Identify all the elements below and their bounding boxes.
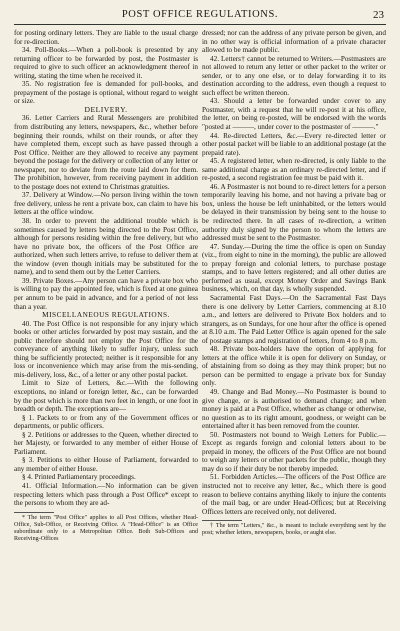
header-rule (14, 24, 386, 25)
paragraph: 50. Postmasters not bound to Weigh Letters for Public.—Except as regards foreign and colonial letters about to be prepaid in money, the officers of the Post Office are not bound to weigh any letters or other packets for the public, though they may do so if their duty be not thereby impeded. (202, 430, 386, 473)
section-heading-delivery: DELIVERY. (84, 104, 128, 114)
paragraph: 45. A registered letter, when re-directed, is only liable to the same additional charge as an ordinary re-directed letter, and if re-posted, a second registration fee must be paid with it. (202, 157, 386, 183)
paragraph: § 1. Packets to or from any of the Government offices or departments, or public officers. (14, 413, 198, 431)
paragraph: 44. Re-directed Letters, &c.—Every re-directed letter or other postal packet will be liable to an additional postage (at the prepaid rate). (202, 131, 386, 157)
footnote-rule (14, 512, 54, 513)
paragraph: 46. A Postmaster is not bound to re-direct letters for a person temporarily leaving his home, and not having a private bag or box, unless the house be left uninhabited, or the letters would be delayed in their transmission by being sent to the house to be redirected there. In all cases of re-direction, a written authority duly signed by the person to whom the letters are addressed must be sent to the Postmaster. (202, 182, 386, 243)
paragraph: 42. Letters† cannot be returned to Writers.—Postmasters are not allowed to return any letter or other packet to the writer or sender, or to any one else, or to delay forwarding it to its destination according to the address, even though a request to such effect be written thereon. (202, 54, 386, 97)
paragraph: 36. Letter Carriers and Rural Messengers are prohibited from distributing any letters, newspapers, &c., whether before beginning their rounds, whilst on their rounds, or after they have completed them, except such as have passed through a Post Office. Neither are they allowed to receive any payment beyond the postage for the delivery or collection of any letter or newspaper, nor to deviate from the route laid down for them. The prohibition, however, from receiving payment in addition to the postage does not extend to Christmas gratuities. (14, 114, 198, 191)
paragraph: 49. Change and Bad Money.—No Postmaster is bound to give change, or is authorised to demand change; and when money is paid at a Post Office, whether as change or otherwise, no question as to its right amount, goodness, or weight can be entertained after it has been removed from the counter. (202, 387, 386, 431)
paragraph: Sacramental Fast Days.—On the Sacramental Fast Days there is one delivery by Letter Carriers, commencing at 8.10 a.m., and letters are delivered to Private Box holders and to strangers, as on Sundays, for one hour after the office is opened at 8.10 a.m. The Paid Letter Office is again opened for the sale of postage stamps and registration of letters, from 4 to 8 p.m. (202, 293, 386, 345)
left-column (14, 29, 198, 543)
paragraph: 47. Sunday.—During the time the office is open on Sunday (viz., from eight to nine in the morning), the public are allowed to prepay foreign and colonial letters, to purchase postage stamps, and to have letters registered; and all other duties are performed as usual, except Money Order and Savings Bank business, which, on that day, is wholly suspended. (202, 242, 386, 294)
paragraph: 39. Private Boxes.—Any person can have a private box who is willing to pay the appointed fee, which is fixed at one guinea per annum to be paid in advance, and for a period of not less than a year. (14, 276, 198, 311)
paragraph: § 4. Printed Parliamentary proceedings. (22, 473, 136, 482)
paragraph: § 3. Petitions to either House of Parliament, forwarded to any member of either House. (14, 456, 198, 473)
section-heading-miscellaneous: MISCELLANEOUS REGULATIONS. (42, 310, 170, 320)
paragraph: 38. In order to prevent the additional trouble which is sometimes caused by letters being directed to the Post Office, although for persons residing within the free delivery, but who have no private box, the officers of the Post Office are authorized, when such letters arrive, to refuse to deliver them at the window (even though initials may be substituted for the name), and to send them out by the Letter Carriers. (14, 217, 198, 277)
paragraph: 34. Poll-Books.—When a poll-book is presented by any returning officer to be forwarded by post, the Postmaster is required to give to such officer an acknowledgment thereof in writing, stating the time when he received it. (14, 46, 198, 80)
paragraph: 37. Delivery at Window.—No person living within the town free delivery, unless he rent a private box, can claim to have his letters at the office window. (14, 191, 198, 217)
footnote: * The term "Post Office" applies to all Post Offices, whether Head-Office, Sub-Office, or Receiving Office. A "Head-Office" is an Office subordinate only to a Metropolitan Office. Both Sub-Offices and Receiving-Offices (14, 514, 198, 543)
footnote: † The term "Letters," &c., is meant to include everything sent by the post; whether letters, newspapers, books, or aught else. (202, 523, 386, 537)
paragraph: 40. The Post Office is not responsible for any injury which books or other articles forwarded by post may sustain, and the public therefore should not employ the Post Office for the conveyance of anything likely to suffer injury, unless such thing be sufficiently protected; neither is it responsible for any loss or inconvenience which may arise from the mis-sending, mis-delivery, loss, &c., of a letter or any other postal packet. (14, 319, 198, 379)
paragraph: 41. Official Information.—No information can be given respecting letters which pass through a Post Office* except to the persons to whom they are ad- (14, 481, 198, 508)
paragraph: Limit to Size of Letters, &c.—With the following exceptions, no inland or foreign letter, &c., can be forwarded by the post which is more than two feet in length, or one foot in breadth or depth. The exceptions are— (14, 379, 198, 414)
page-header (14, 9, 386, 23)
paragraph: 51. Forbidden Articles.—The officers of the Post Office are instructed not to receive any letter, &c., which there is good reason to believe contains anything likely to injure the contents of the mail bag, or are under Head-Offices; but at Receiving Offices letters are received only, not delivered. (202, 473, 386, 516)
page-number: 23 (373, 9, 384, 21)
footnote-rule (202, 520, 242, 521)
paragraph: 35. No registration fee is demanded for poll-books, and prepayment of the postage is optional, without regard to weight or size. (14, 80, 198, 106)
paragraph: dressed; nor can the address of any private person be given, and in no other way is official information of a private character allowed to be made public. (202, 29, 386, 55)
running-title: POST OFFICE REGULATIONS. (121, 9, 279, 20)
paragraph: § 2. Petitions or addresses to the Queen, whether directed to her Majesty, or forwarded to any member of either House of Parliament. (14, 430, 198, 456)
right-column (202, 29, 386, 538)
paragraph: 43. Should a letter be forwarded under cover to any Postmaster, with a request that he will re-post it at his office, the letter, on being re-posted, will be endorsed with the words "posted at ———, under cover to the postmaster of ———." (202, 97, 386, 132)
paragraph: for posting ordinary letters. They are liable to the usual charge for re-direction. (14, 29, 198, 46)
paragraph: 48. Private box-holders have the option of applying for letters at the office while it is open for delivery on Sunday, or of abstaining from so doing as they may think proper; but no person can be permitted to engage a private box for Sunday only. (202, 345, 386, 388)
